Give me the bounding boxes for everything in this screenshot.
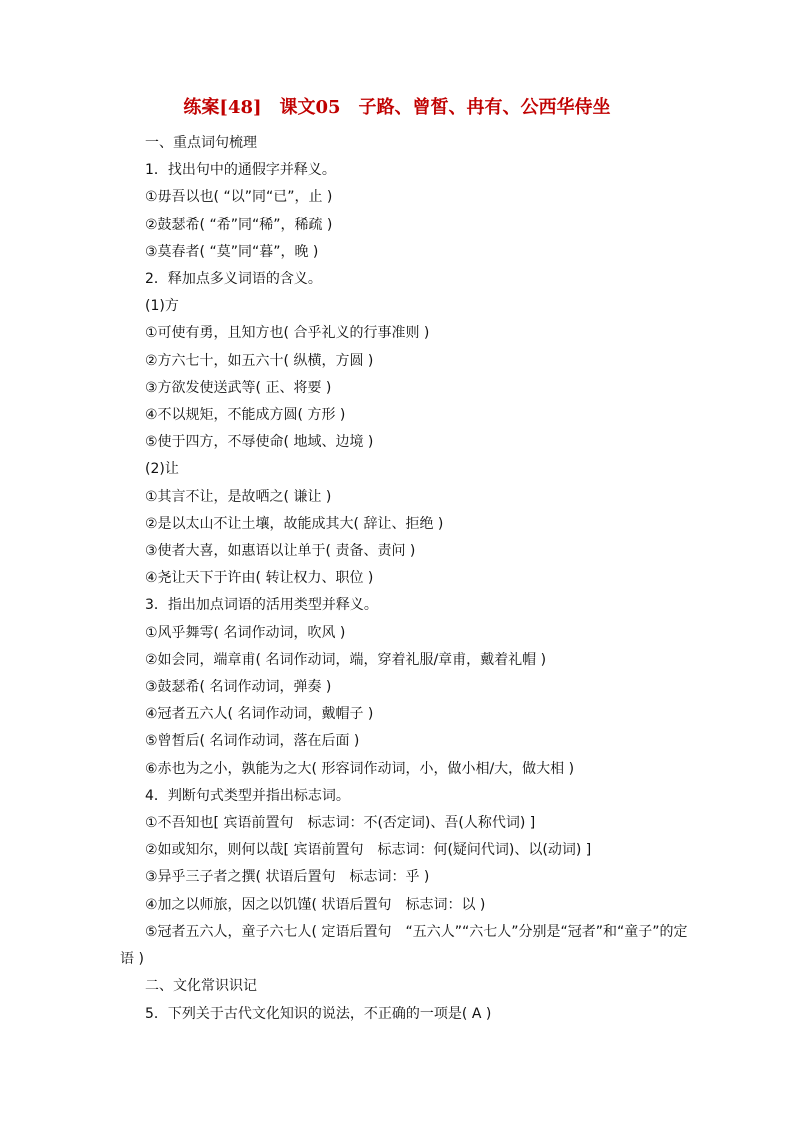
answer-line: ②如或知尔，则何以哉[ 宾语前置句 标志词：何(疑问代词)、以(动词) ]: [145, 842, 592, 859]
answer-line: ④冠者五六人( 名词作动词，戴帽子 ): [145, 706, 374, 723]
answer-line: ③使者大喜，如惠语以让单于( 责备、责问 ): [145, 543, 416, 560]
answer-line: ②如会同，端章甫( 名词作动词，端，穿着礼服/章甫，戴着礼帽 ): [145, 651, 547, 668]
question-heading: 4．判断句式类型并指出标志词。: [145, 787, 350, 804]
answer-line: ③莫春者( “莫”同“暮”，晚 ): [145, 243, 319, 260]
answer-line: ④不以规矩，不能成方圆( 方形 ): [145, 407, 346, 424]
section-heading: 二、文化常识识记: [145, 978, 257, 995]
answer-line: ①毋吾以也( “以”同“已”，止 ): [145, 189, 333, 206]
answer-line: ③方欲发使送武等( 正、将要 ): [145, 379, 332, 396]
answer-line: ④尧让天下于许由( 转让权力、职位 ): [145, 570, 374, 587]
answer-line: ②方六七十，如五六十( 纵横，方圆 ): [145, 352, 374, 369]
sub-heading: (2)让: [145, 461, 179, 478]
answer-line: ①其言不让，是故哂之( 谦让 ): [145, 488, 332, 505]
answer-line: ②是以太山不让土壤，故能成其大( 辞让、拒绝 ): [145, 515, 444, 532]
answer-line: ②鼓瑟希( “希”同“稀”，稀疏 ): [145, 216, 333, 233]
question-heading: 3．指出加点词语的活用类型并释义。: [145, 597, 378, 614]
answer-line: ⑤曾皙后( 名词作动词，落在后面 ): [145, 733, 360, 750]
answer-line: ①可使有勇，且知方也( 合乎礼义的行事准则 ): [145, 325, 430, 342]
answer-line: ⑥赤也为之小，孰能为之大( 形容词作动词，小，做小相/大，做大相 ): [145, 760, 575, 777]
answer-line: ①不吾知也[ 宾语前置句 标志词：不(否定词)、吾(人称代词) ]: [145, 815, 536, 832]
question-heading: 2．释加点多义词语的含义。: [145, 271, 322, 288]
document-body: [120, 130, 690, 1028]
question-heading: 5．下列关于古代文化知识的说法，不正确的一项是( A ): [145, 1005, 492, 1022]
answer-line: ①风乎舞雩( 名词作动词，吹风 ): [145, 624, 346, 641]
answer-line: ③鼓瑟希( 名词作动词，弹奏 ): [145, 679, 332, 696]
sub-heading: (1)方: [145, 298, 179, 315]
answer-line: ③异乎三子者之撰( 状语后置句 标志词：乎 ): [145, 869, 430, 886]
answer-line: ⑤冠者五六人，童子六七人( 定语后置句 “五六人”“六七人”分别是“冠者”和“童子”的定语 ): [120, 923, 688, 968]
section-heading: 一、重点词句梳理: [145, 135, 257, 151]
page-title: 练案[48] 课文05 子路、曾皙、冉有、公西华侍坐: [183, 97, 611, 118]
answer-line: ⑤使于四方，不辱使命( 地域、边境 ): [145, 434, 374, 451]
answer-line: ④加之以师旅，因之以饥馑( 状语后置句 标志词：以 ): [145, 896, 486, 913]
question-heading: 1．找出句中的通假字并释义。: [145, 162, 336, 179]
